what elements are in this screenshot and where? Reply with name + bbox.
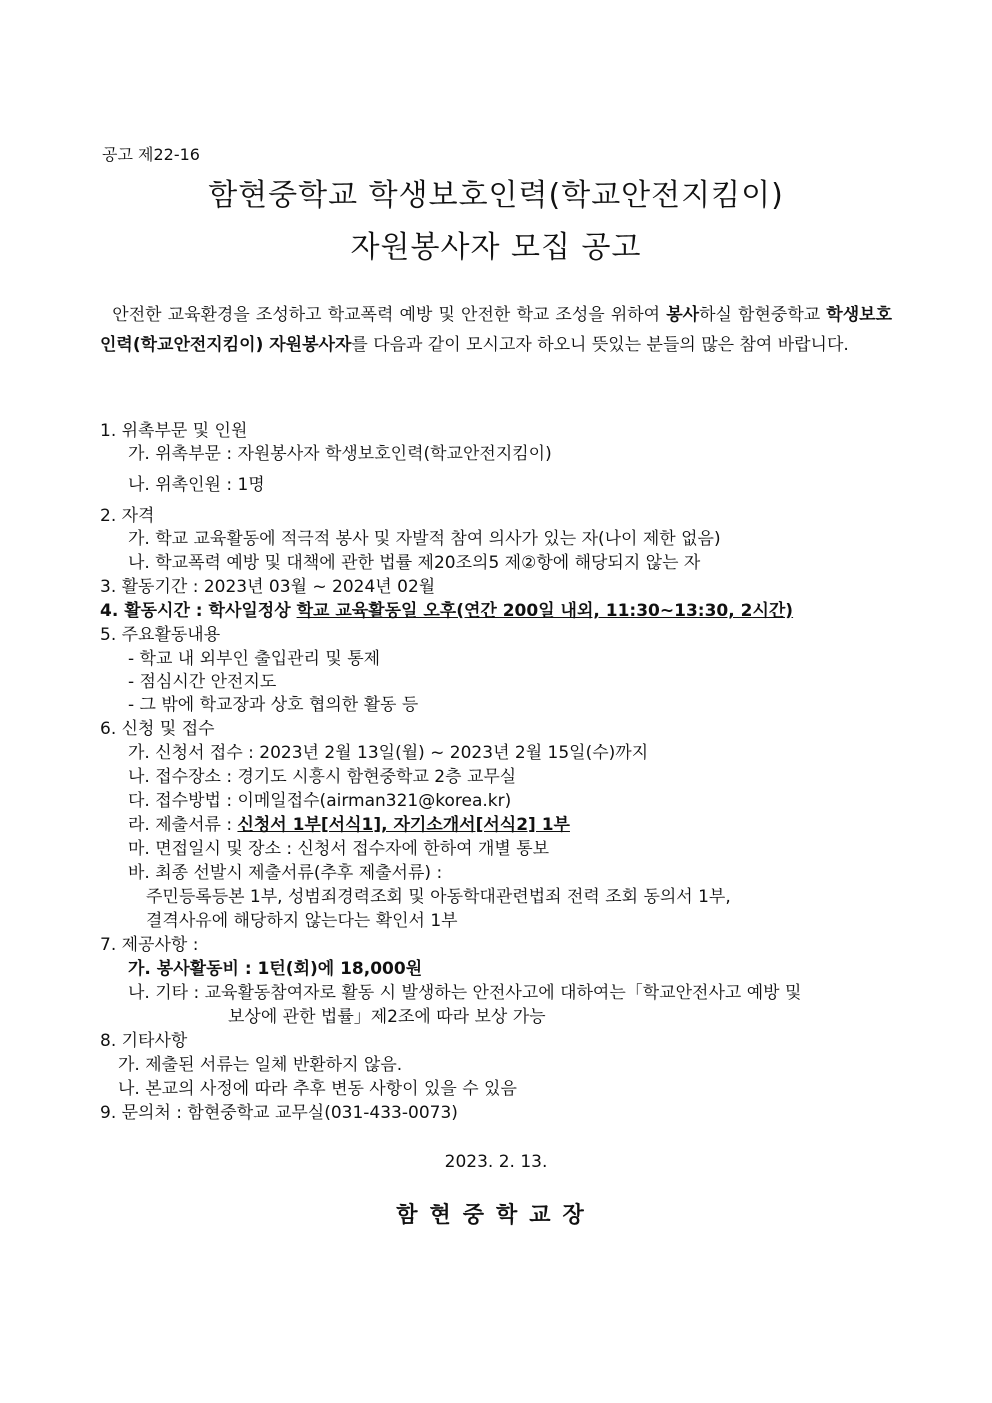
section-7-item-b: 나. 기타 : 교육활동참여자로 활동 시 발생하는 안전사고에 대하여는「학교안전사고 예방 및 xyxy=(128,983,802,1003)
intro-text-1: 안전한 교육환경을 조성하고 학교폭력 예방 및 안전한 학교 조성을 위하여 xyxy=(112,305,667,325)
section-3-period: 3. 활동기간 : 2023년 03월 ~ 2024년 02월 xyxy=(100,577,436,597)
section-4-label: 4. 활동시간 : 학사일정상 xyxy=(100,601,297,621)
section-2-heading: 2. 자격 xyxy=(100,506,155,526)
section-8-item-b: 나. 본교의 사정에 따라 추후 변동 사항이 있을 수 있음 xyxy=(118,1079,517,1099)
section-5-item-1: - 학교 내 외부인 출입관리 및 통제 xyxy=(128,649,381,669)
issue-date: 2023. 2. 13. xyxy=(444,1152,548,1172)
section-7-item-b-cont: 보상에 관한 법률」제2조에 따라 보상 가능 xyxy=(228,1007,546,1027)
section-6-item-d-docs: 신청서 1부[서식1], 자기소개서[서식2] 1부 xyxy=(237,815,570,835)
section-1-item-a: 가. 위촉부문 : 자원봉사자 학생보호인력(학교안전지킴이) xyxy=(128,444,552,464)
section-1-heading: 1. 위촉부문 및 인원 xyxy=(100,421,248,441)
intro-bold-1: 봉사 xyxy=(666,305,700,325)
notice-number: 공고 제22-16 xyxy=(102,145,200,164)
section-2-item-a: 가. 학교 교육활동에 적극적 봉사 및 자발적 참여 의사가 있는 자(나이 제한 없음) xyxy=(128,529,721,549)
section-6-item-c: 다. 접수방법 : 이메일접수(airman321@korea.kr) xyxy=(128,791,512,811)
signature: 함현중학교장 xyxy=(396,1203,596,1228)
section-2-item-b: 나. 학교폭력 예방 및 대책에 관한 법률 제20조의5 제②항에 해당되지 않는 자 xyxy=(128,553,701,573)
section-1-item-b: 나. 위촉인원 : 1명 xyxy=(128,475,265,495)
section-6-item-a: 가. 신청서 접수 : 2023년 2월 13일(월) ~ 2023년 2월 15일(수)까지 xyxy=(128,743,649,763)
section-8-item-a: 가. 제출된 서류는 일체 반환하지 않음. xyxy=(118,1055,403,1075)
section-6-item-e: 마. 면접일시 및 장소 : 신청서 접수자에 한하여 개별 통보 xyxy=(128,839,550,859)
intro-bold-2: 학생보호인력(학교안전지킴이) 자원봉사자 xyxy=(100,305,892,355)
section-6-item-f: 바. 최종 선발시 제출서류(추후 제출서류) : xyxy=(128,863,443,883)
section-7-heading: 7. 제공사항 : xyxy=(100,935,199,955)
section-9-contact: 9. 문의처 : 함현중학교 교무실(031-433-0073) xyxy=(100,1103,458,1123)
intro-paragraph xyxy=(100,300,892,360)
section-8-heading: 8. 기타사항 xyxy=(100,1031,188,1051)
intro-text-3: 를 다음과 같이 모시고자 하오니 뜻있는 분들의 많은 참여 바랍니다. xyxy=(351,335,849,355)
section-5-item-3: - 그 밖에 학교장과 상호 협의한 활동 등 xyxy=(128,695,419,715)
intro-text-2: 하실 함현중학교 xyxy=(699,305,827,325)
section-4-hours xyxy=(100,600,793,623)
section-6-item-d-label: 라. 제출서류 : xyxy=(128,815,238,835)
section-6-item-f-docs-2: 결격사유에 해당하지 않는다는 확인서 1부 xyxy=(146,911,458,931)
section-7-item-a: 가. 봉사활동비 : 1턴(회)에 18,000원 xyxy=(128,959,423,979)
section-5-heading: 5. 주요활동내용 xyxy=(100,625,221,645)
section-6-heading: 6. 신청 및 접수 xyxy=(100,719,215,739)
section-6-item-f-docs-1: 주민등록등본 1부, 성범죄경력조회 및 아동학대관련법죄 전력 조회 동의서 1부, xyxy=(146,887,731,907)
section-6-item-b: 나. 접수장소 : 경기도 시흥시 함현중학교 2층 교무실 xyxy=(128,767,517,787)
section-4-underlined: 학교 교육활동일 오후(연간 200일 내외, 11:30~13:30, 2시간) xyxy=(296,601,794,621)
section-6-item-d xyxy=(128,814,570,837)
title-line-2: 자원봉사자 모집 공고 xyxy=(350,230,642,265)
section-5-item-2: - 점심시간 안전지도 xyxy=(128,672,277,692)
title-line-1: 함현중학교 학생보호인력(학교안전지킴이) xyxy=(208,178,784,213)
